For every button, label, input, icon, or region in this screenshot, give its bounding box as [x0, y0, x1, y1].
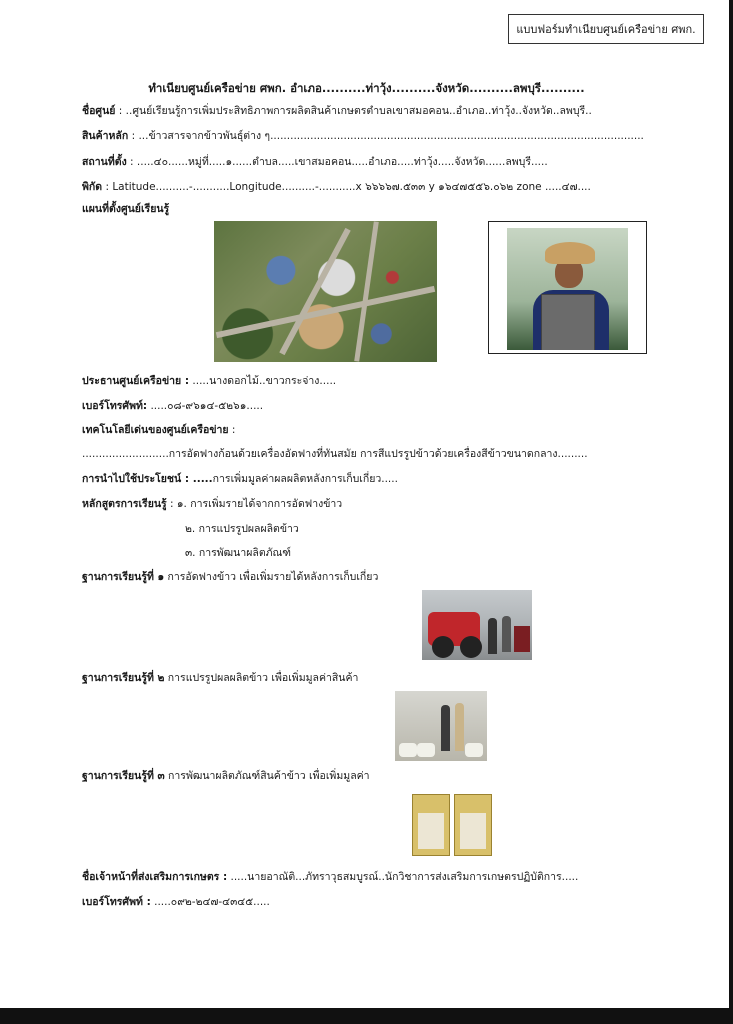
curriculum-item-1: : ๑. การเพิ่มรายได้จากการอัดฟางข้าว	[166, 498, 343, 510]
station-2-value: การแปรรูปผลผลิตข้าว เพื่อเพิ่มมูลค่าสินค้า	[164, 672, 359, 684]
curriculum-label: หลักสูตรการเรียนรู้	[82, 498, 167, 510]
curriculum-row	[82, 497, 342, 511]
location-map-image	[214, 221, 437, 362]
application-row	[82, 472, 398, 486]
technology-text: ..........................การอัดฟางก้อนด้วยเครื่องอัดฟางที่ทันสมัย การสีแปรรูปข้าวด้วยเครื่องสีข้าวขนาดกลาง.........	[82, 448, 588, 460]
location-row	[82, 155, 548, 169]
page-title: ทำเนียบศูนย์เครือข่าย ศพก. อำเภอ..........ท่าวุ้ง..........จังหวัด..........ลพบุรี..........	[148, 81, 585, 95]
officer-phone-label: เบอร์โทรศัพท์ :	[82, 896, 151, 908]
center-name-row	[82, 104, 592, 118]
map-heading-label: แผนที่ตั้งศูนย์เรียนรู้	[82, 203, 170, 215]
coordinates-label: พิกัด	[82, 181, 103, 193]
center-name-label: ชื่อศูนย์	[82, 105, 116, 117]
curriculum-item-3: ๓. การพัฒนาผลิตภัณฑ์	[185, 547, 292, 559]
application-label: การนำไปใช้ประโยชน์ : .....	[82, 473, 213, 485]
coordinates-row	[82, 180, 591, 194]
map-heading	[82, 202, 169, 216]
officer-row	[82, 870, 578, 884]
bottom-bar	[0, 1008, 733, 1024]
station-1-value: การอัดฟางข้าว เพื่อเพิ่มรายได้หลังการเก็บเกี่ยว	[164, 571, 379, 583]
main-product-row	[82, 129, 644, 143]
station-2-row	[82, 671, 358, 685]
form-tag: แบบฟอร์มทำเนียบศูนย์เครือข่าย ศพก.	[508, 14, 704, 44]
chairman-label: ประธานศูนย์เครือข่าย :	[82, 375, 190, 387]
chairman-row	[82, 374, 336, 388]
chairman-value: .....นางดอกไม้..ขาวกระจ่าง.....	[189, 375, 337, 387]
technology-heading-label: เทคโนโลยีเด่นของศูนย์เครือข่าย	[82, 424, 229, 436]
technology-heading-row	[82, 423, 235, 437]
page-edge	[729, 0, 733, 1024]
application-value: การเพิ่มมูลค่าผลผลิตหลังการเก็บเกี่ยว.....	[212, 473, 398, 485]
officer-label: ชื่อเจ้าหน้าที่ส่งเสริมการเกษตร :	[82, 871, 228, 883]
curriculum-item-2: ๒. การแปรรูปผลผลิตข้าว	[185, 523, 299, 535]
chairman-phone-value: .....๐๘-๙๖๑๔-๕๒๖๑.....	[147, 400, 264, 412]
station-1-row	[82, 570, 378, 584]
main-product-label: สินค้าหลัก	[82, 130, 129, 142]
location-value: : .....๔๐......หมู่ที่.....๑......ตำบล.....เขาสมอคอน.....อำเภอ.....ท่าวุ้ง.....จังหวัด......ลพบุรี.....	[126, 156, 548, 168]
station-2-photo	[395, 691, 487, 761]
chairman-phone-label: เบอร์โทรศัพท์:	[82, 400, 148, 412]
officer-phone-value: .....๐๙๒-๒๔๗-๔๓๔๕.....	[150, 896, 270, 908]
station-1-photo	[422, 590, 532, 660]
chairman-photo	[507, 228, 628, 350]
location-label: สถานที่ตั้ง	[82, 156, 127, 168]
station-3-value: การพัฒนาผลิตภัณฑ์สินค้าข้าว เพื่อเพิ่มมูลค่า	[164, 770, 370, 782]
chairman-phone-row	[82, 399, 263, 413]
station-1-label: ฐานการเรียนรู้ที่ ๑	[82, 571, 165, 583]
station-3-label: ฐานการเรียนรู้ที่ ๓	[82, 770, 165, 782]
technology-heading-colon: :	[228, 424, 236, 436]
center-name-value: : ..ศูนย์เรียนรู้การเพิ่มประสิทธิภาพการผลิตสินค้าเกษตรตำบลเขาสมอคอน..อำเภอ..ท่าวุ้ง..จังหวัด..ลพบุรี..	[115, 105, 592, 117]
station-2-label: ฐานการเรียนรู้ที่ ๒	[82, 672, 165, 684]
coordinates-value: : Latitude..........-...........Longitude..........-...........x ๖๖๖๖๗.๕๓๓ y ๑๖๔๗๕๕๖.๐๖๒ zone .....๔๗....	[102, 181, 591, 193]
station-3-row	[82, 769, 370, 783]
officer-value: .....นายอาณัติ...ภัทราวุธสมบูรณ์..นักวิชาการส่งเสริมการเกษตรปฏิบัติการ.....	[227, 871, 579, 883]
officer-phone-row	[82, 895, 270, 909]
station-3-photo	[410, 790, 494, 858]
main-product-value: : ...ข้าวสารจากข้าวพันธุ์ต่าง ๆ................................................................................................................	[128, 130, 644, 142]
